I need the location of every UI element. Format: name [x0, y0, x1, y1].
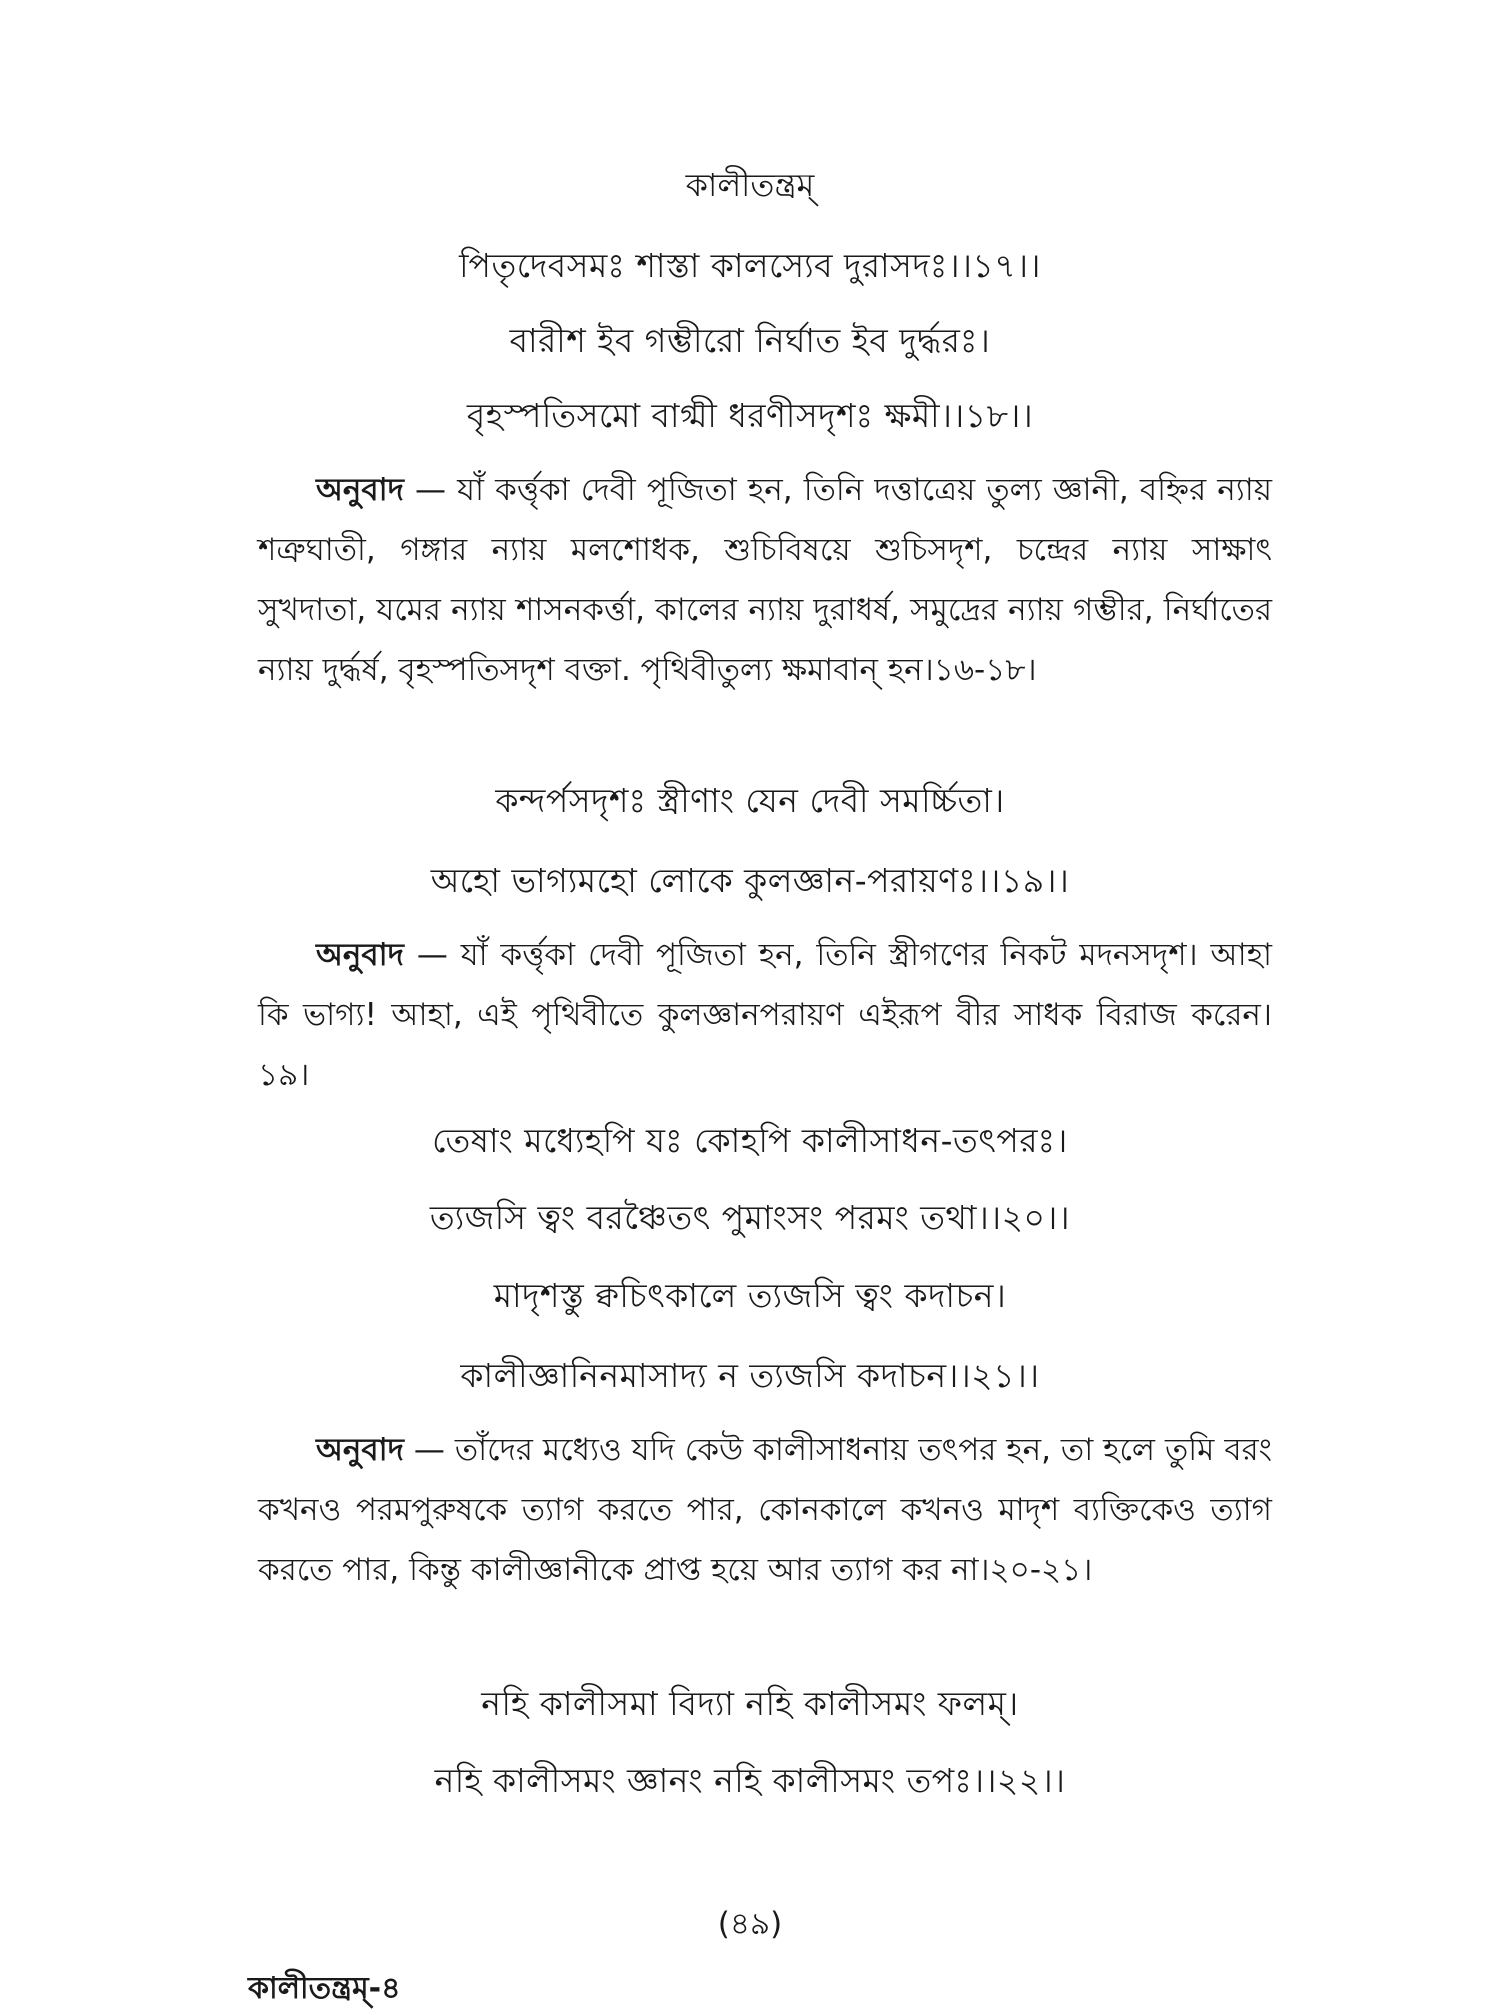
page-number: (৪৯)	[717, 1906, 783, 1942]
translation-text: — যাঁ কর্ত্তৃকা দেবী পূজিতা হন, তিনি স্ত্রীগণের নিকট মদনসদৃশ। আহা কি ভাগ্য! আহা, এই পৃথিবীতে কুলজ্ঞানপরায়ণ এইরূপ বীর সাধক বিরাজ করেন।১৯।	[258, 937, 1272, 1093]
verse-line: নহি কালীসমং জ্ঞানং নহি কালীসমং তপঃ।।২২।।	[434, 1761, 1066, 1800]
verse-line: নহি কালীসমা বিদ্যা নহি কালীসমং ফলম্।	[481, 1684, 1019, 1723]
translation-text: — তাঁদের মধ্যেও যদি কেউ কালীসাধনায় তৎপর হন, তা হলে তুমি বরং কখনও পরমপুরুষকে ত্যাগ করতে পার, কোনকালে কখনও মাদৃশ ব্যক্তিকেও ত্যাগ করতে পার, কিন্তু কালীজ্ঞানীকে প্রাপ্ত হয়ে আর ত্যাগ কর না।২০-২১।	[258, 1432, 1272, 1588]
translation-label: অনুবাদ	[316, 472, 404, 508]
translation-label: অনুবাদ	[316, 1432, 404, 1468]
signature-mark: কালীতন্ত্রম্-৪	[248, 1971, 401, 2006]
verse-line: পিতৃদেবসমঃ শাস্তা কালস্যেব দুরাসদঃ।।১৭।।	[459, 246, 1041, 285]
verse-line: কালীজ্ঞানিনমাসাদ্য ন ত্যজসি কদাচন।।২১।।	[460, 1356, 1040, 1395]
verse-line: তেষাং মধ্যেহপি যঃ কোহপি কালীসাধন-তৎপরঃ।	[432, 1121, 1068, 1160]
translation-paragraph	[258, 1420, 1272, 1600]
running-header: কালীতন্ত্রম্	[685, 166, 815, 204]
verse-line: কন্দর্পসদৃশঃ স্ত্রীণাং যেন দেবী সমর্চ্চিতা।	[495, 781, 1005, 820]
verse-line: বারীশ ইব গম্ভীরো নির্ঘাত ইব দুর্দ্ধরঃ।	[509, 321, 991, 360]
translation-label: অনুবাদ	[316, 937, 404, 973]
translation-paragraph	[258, 460, 1272, 700]
verse-line: অহো ভাগ্যমহো লোকে কুলজ্ঞান-পরায়ণঃ।।১৯।।	[430, 861, 1070, 900]
translation-text: — যাঁ কর্ত্তৃকা দেবী পূজিতা হন, তিনি দত্তাত্রেয় তুল্য জ্ঞানী, বহ্নির ন্যায় শত্রুঘাতী, গঙ্গার ন্যায় মলশোধক, শুচিবিষয়ে শুচিসদৃশ, চন্দ্রের ন্যায় সাক্ষাৎ সুখদাতা, যমের ন্যায় শাসনকর্ত্তা, কালের ন্যায় দুরাধর্ষ, সমুদ্রের ন্যায় গম্ভীর, নির্ঘাতের ন্যায় দুর্দ্ধর্ষ, বৃহস্পতিসদৃশ বক্তা. পৃথিবীতুল্য ক্ষমাবান্ হন।১৬-১৮।	[258, 472, 1272, 688]
verse-line: ত্যজসি ত্বং বরঞ্চৈতৎ পুমাংসং পরমং তথা।।২০।।	[429, 1198, 1071, 1237]
translation-paragraph	[258, 925, 1272, 1105]
verse-line: বৃহস্পতিসমো বাগ্মী ধরণীসদৃশঃ ক্ষমী।।১৮।।	[466, 396, 1034, 435]
verse-line: মাদৃশস্তু ক্বচিৎকালে ত্যজসি ত্বং কদাচন।	[493, 1276, 1007, 1315]
